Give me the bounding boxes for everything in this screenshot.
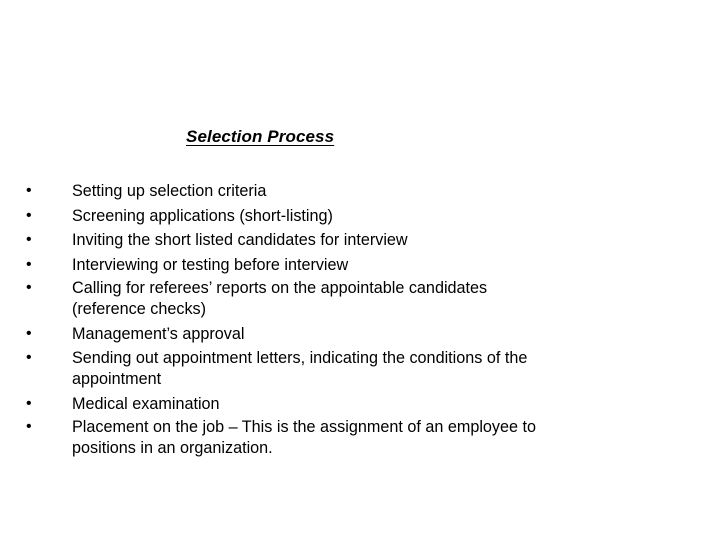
list-item bbox=[0, 347, 662, 392]
list-item-text: Sending out appointment letters, indicating the conditions of the bbox=[72, 348, 528, 367]
list-item-text: Medical examination bbox=[72, 394, 220, 413]
list-item bbox=[0, 277, 662, 322]
list-item-text: Screening applications (short-listing) bbox=[72, 206, 333, 225]
list-item-text-continued: appointment bbox=[72, 369, 162, 388]
bullet-icon: • bbox=[26, 231, 32, 248]
bullet-icon: • bbox=[26, 206, 32, 224]
list-item-text: Setting up selection criteria bbox=[72, 182, 267, 200]
list-item bbox=[0, 322, 662, 347]
slide-title: Selection Process bbox=[186, 127, 335, 146]
list-item-text: Calling for referees’ reports on the appointable candidates bbox=[72, 279, 488, 297]
bullet-icon: • bbox=[26, 394, 32, 412]
list-item-text: Interviewing or testing before interview bbox=[72, 255, 349, 274]
bullet-icon: • bbox=[26, 255, 32, 273]
bullet-icon: • bbox=[26, 348, 32, 366]
list-item-text: Management’s approval bbox=[72, 325, 245, 343]
list-item-text: Inviting the short listed candidates for interview bbox=[72, 231, 408, 249]
list-item-text-continued: (reference checks) bbox=[72, 300, 207, 318]
bullet-icon: • bbox=[26, 182, 32, 199]
list-item bbox=[0, 228, 662, 253]
bullet-icon: • bbox=[26, 279, 32, 296]
list-item bbox=[0, 204, 662, 229]
list-item-text: Placement on the job – This is the assignment of an employee to bbox=[72, 418, 537, 436]
list-item bbox=[0, 253, 662, 278]
list-item-text-continued: positions in an organization. bbox=[72, 439, 273, 457]
bullet-icon: • bbox=[26, 325, 32, 342]
list-item bbox=[0, 416, 662, 461]
list-item bbox=[0, 392, 662, 417]
bullet-list bbox=[0, 179, 720, 461]
list-item bbox=[0, 179, 662, 204]
bullet-icon: • bbox=[26, 418, 32, 435]
